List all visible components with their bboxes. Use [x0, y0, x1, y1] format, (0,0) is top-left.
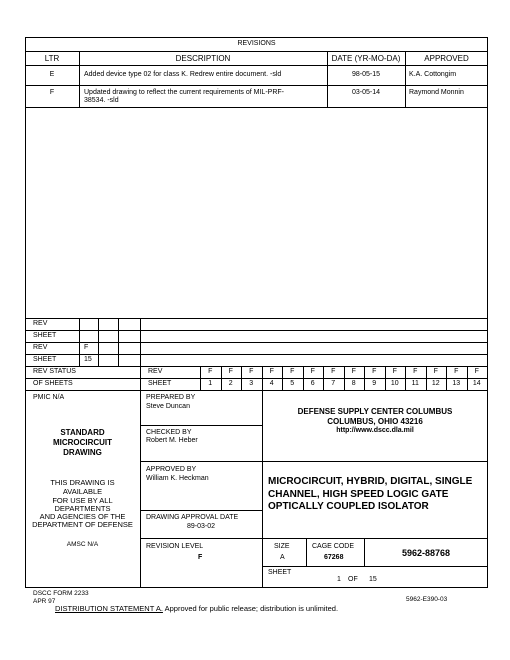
- sheet-cell: 13: [452, 380, 461, 387]
- drawing-number: 5962-88768: [401, 548, 451, 558]
- approval-date: 89-03-02: [186, 523, 216, 530]
- column-header-approved: APPROVED: [424, 54, 469, 63]
- form-number: DSCC FORM 2233: [33, 590, 89, 597]
- sheet-cell: 14: [472, 380, 481, 387]
- approved-by-name: William K. Heckman: [146, 475, 209, 482]
- rule: [140, 425, 262, 426]
- rule: [25, 65, 488, 66]
- rule: [25, 51, 488, 52]
- rev-cell: F: [208, 368, 213, 375]
- rule: [25, 85, 488, 86]
- column-header-description: DESCRIPTION: [175, 54, 231, 63]
- sheet-cell: 11: [411, 380, 419, 387]
- sheet-cell: 8: [351, 380, 356, 387]
- approved-by-label: APPROVED BY: [146, 466, 197, 473]
- rule: [25, 354, 488, 355]
- rule: [25, 366, 488, 367]
- revision-description-cont: 38534. -sld: [84, 97, 119, 104]
- rule: [25, 378, 488, 379]
- sheet-total: 15: [369, 576, 377, 583]
- rule: [140, 390, 141, 588]
- cage-code-label: CAGE CODE: [312, 543, 355, 550]
- status-label-rev: REV: [33, 320, 48, 327]
- checked-by-name: Robert M. Heber: [146, 437, 198, 444]
- status-label-rev: REV: [33, 344, 48, 351]
- rev-cell: F: [290, 368, 295, 375]
- rev-cell: F: [474, 368, 479, 375]
- form-code: 5962-E390-03: [406, 596, 448, 603]
- sheet-cell: 7: [331, 380, 336, 387]
- rev-cell: F: [372, 368, 377, 375]
- sheet-cell: 12: [431, 380, 440, 387]
- rule: [306, 538, 307, 566]
- distribution-statement: [55, 604, 338, 613]
- column-header-date: DATE (YR-MO-DA): [331, 54, 401, 63]
- pmic-label: PMIC N/A: [33, 394, 65, 401]
- sheet-number: 1: [337, 576, 341, 583]
- status-label-sheet: SHEET: [33, 332, 57, 339]
- rev-cell: F: [351, 368, 356, 375]
- rev-cell: F: [433, 368, 438, 375]
- availability-note: AND AGENCIES OF THE: [39, 512, 126, 521]
- revision-level: F: [198, 554, 203, 561]
- sheet-cell: 9: [372, 380, 377, 387]
- rule: [140, 538, 488, 539]
- prepared-by-name: Steve Duncan: [146, 403, 190, 410]
- rule: [25, 330, 488, 331]
- rule: [140, 510, 262, 511]
- standard-heading: STANDARD: [60, 428, 105, 437]
- rule: [118, 318, 119, 366]
- column-header-ltr: LTR: [44, 54, 60, 63]
- rev-cell: F: [269, 368, 274, 375]
- sheet-cell: 3: [249, 380, 254, 387]
- approval-date-label: DRAWING APPROVAL DATE: [146, 514, 239, 521]
- amsc-label: AMSC N/A: [66, 541, 99, 548]
- availability-note: FOR USE BY ALL: [52, 496, 113, 505]
- revision-approver: Raymond Monnin: [409, 89, 464, 96]
- rev-cell: F: [331, 368, 336, 375]
- prepared-by-label: PREPARED BY: [146, 394, 196, 401]
- size-label: SIZE: [274, 543, 290, 550]
- status-rev-value: F: [84, 344, 89, 351]
- agency-name: DEFENSE SUPPLY CENTER COLUMBUS: [297, 407, 453, 416]
- agency-url[interactable]: http://www.dscc.dla.mil: [336, 427, 414, 434]
- availability-note: DEPARTMENTS: [54, 504, 111, 513]
- revision-ltr: E: [49, 71, 55, 78]
- rule: [140, 318, 141, 390]
- revisions-title: REVISIONS: [237, 40, 276, 47]
- revision-ltr: F: [49, 89, 55, 96]
- drawing-title: MICROCIRCUIT, HYBRID, DIGITAL, SINGLE: [268, 476, 473, 487]
- rule: [25, 390, 488, 391]
- form-date: APR 97: [33, 598, 56, 605]
- rule: [25, 107, 488, 108]
- revision-date: 98-05-15: [351, 71, 381, 78]
- revision-date: 03-05-14: [351, 89, 381, 96]
- cage-code: 67268: [324, 554, 344, 561]
- availability-note: THIS DRAWING IS: [50, 478, 115, 487]
- revision-approver: K.A. Cottongim: [409, 71, 457, 78]
- rev-status-label: REV STATUS: [33, 368, 76, 375]
- rev-cell: F: [228, 368, 233, 375]
- rule: [25, 342, 488, 343]
- sheet-cell: 6: [310, 380, 315, 387]
- sheet-cell: 2: [228, 380, 233, 387]
- rule: [25, 318, 488, 319]
- status-sheet-value: 15: [84, 356, 92, 363]
- drawing-title: CHANNEL, HIGH SPEED LOGIC GATE: [268, 489, 449, 500]
- size-value: A: [280, 554, 285, 561]
- standard-heading: MICROCIRCUIT: [52, 438, 113, 447]
- standard-heading: DRAWING: [63, 448, 102, 457]
- sheet-cell: 1: [208, 380, 213, 387]
- rev-cell: F: [249, 368, 254, 375]
- status-label-sheet: SHEET: [33, 356, 57, 363]
- rev-cell: F: [310, 368, 315, 375]
- sheet-cell: 10: [390, 380, 399, 387]
- agency-address: COLUMBUS, OHIO 43216: [327, 417, 423, 426]
- sheet-cell: 5: [290, 380, 295, 387]
- rule: [262, 566, 488, 567]
- sheet-cell: 4: [269, 380, 274, 387]
- revision-level-label: REVISION LEVEL: [146, 543, 204, 550]
- rule: [140, 461, 488, 462]
- rule: [98, 318, 99, 366]
- rule: [79, 318, 80, 366]
- availability-note: AVAILABLE: [62, 487, 103, 496]
- revision-description: Added device type 02 for class K. Redrew entire document. -sld: [84, 71, 282, 78]
- availability-note: DEPARTMENT OF DEFENSE: [32, 520, 133, 529]
- rev-cell: F: [454, 368, 459, 375]
- sheet-label: SHEET: [148, 380, 172, 387]
- distribution-text: Approved for public release; distribution is unlimited.: [162, 604, 339, 613]
- checked-by-label: CHECKED BY: [146, 429, 192, 436]
- drawing-title: OPTICALLY COUPLED ISOLATOR: [268, 501, 429, 512]
- rev-cell: F: [392, 368, 397, 375]
- of-sheets-label: OF SHEETS: [33, 380, 73, 387]
- sheet-label: SHEET: [268, 569, 292, 576]
- distribution-prefix: DISTRIBUTION STATEMENT A.: [55, 604, 163, 613]
- rev-cell: F: [413, 368, 418, 375]
- sheet-of-label: OF: [348, 576, 358, 583]
- revision-description: Updated drawing to reflect the current requirements of MIL-PRF-: [84, 89, 284, 96]
- rev-label: REV: [148, 368, 163, 375]
